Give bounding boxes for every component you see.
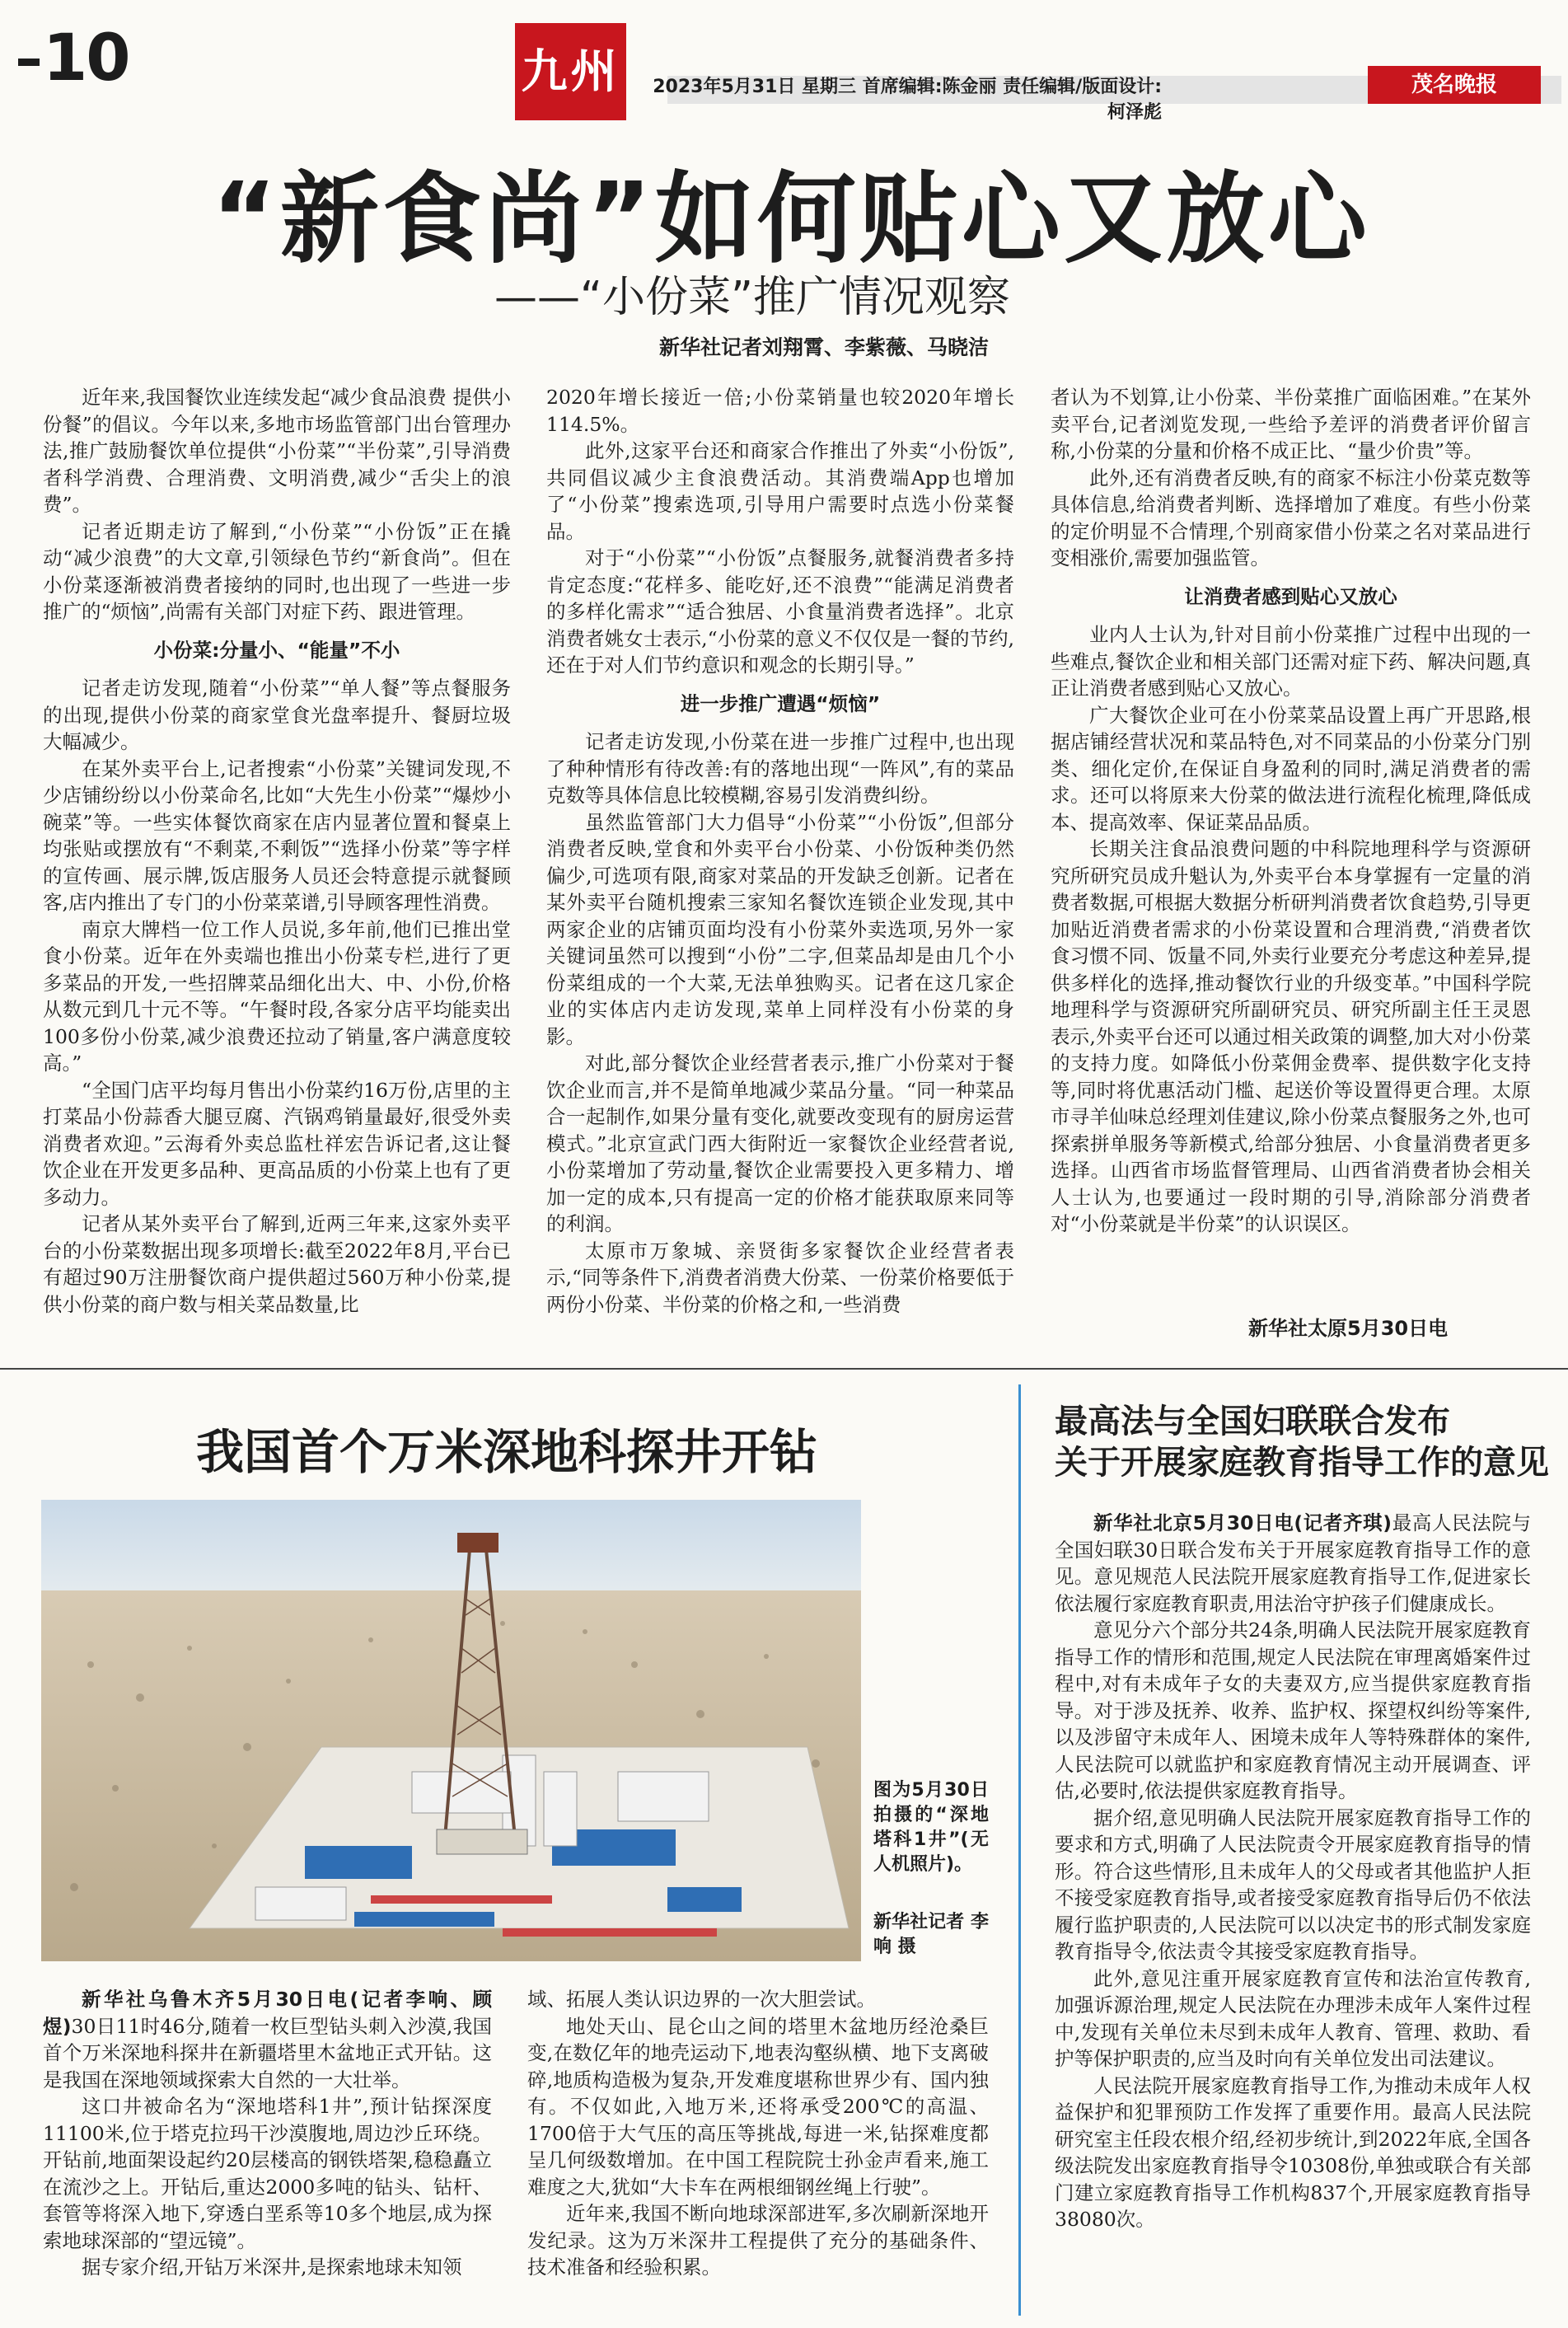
paragraph: 广大餐饮企业可在小份菜菜品设置上再广开思路,根据店铺经营状况和菜品特色,对不同菜品的小份菜分门别类、细化定价,在保证自身盈利的同时,满足消费者的需求。还可以将原来大份菜的做法进行流程化梳理,降低成本、提高效率、保证菜品品质。 (1051, 703, 1531, 834)
drill-column-2 (527, 1986, 989, 2281)
paragraph (1055, 1510, 1531, 1617)
paragraph: 据介绍,意见明确人民法院开展家庭教育指导工作的要求和方式,明确了人民法院责令开展家庭教育指导的情形。符合这些情形,且未成年人的父母或者其他监护人拒不接受家庭教育指导,或者接受家庭教育指导后仍不依法履行监护职责的,人民法院可以以决定书的形式制发家庭教育指导令,依法责令其接受家庭教育指导。 (1055, 1806, 1531, 1963)
lead-dateline: 新华社乌鲁木齐5月30日电(记者李响、顾煜) (43, 1988, 492, 2038)
paragraph: 2020年增长接近一倍;小份菜销量也较2020年增长114.5%。 (546, 386, 1014, 436)
paragraph: 此外,还有消费者反映,有的商家不标注小份菜克数等具体信息,给消费者判断、选择增加了难度。有些小份菜的定价明显不合情理,个别商家借小份菜之名对菜品进行变相涨价,需要加强监管。 (1051, 466, 1531, 569)
law-headline-line-2: 关于开展家庭教育指导工作的意见 (1055, 1444, 1549, 1482)
page-number: 10 (18, 21, 129, 96)
drill-headline: 我国首个万米深地科探井开钻 (195, 1424, 817, 1480)
issue-info: 2023年5月31日 星期三 首席编辑:陈金丽 责任编辑/版面设计:柯泽彪 (653, 77, 1162, 123)
paragraph: 地处天山、昆仑山之间的塔里木盆地历经沧桑巨变,在数亿年的地壳运动下,地表沟壑纵横、地下支离破碎,地质构造极为复杂,开发难度堪称世界少有、国内独有。不仅如此,入地万米,还将承受200℃的高温、1700倍于大气压的高压等挑战,每进一米,钻探难度都呈几何级数增加。在中国工程院院士孙金声看来,施工难度之大,犹如“大卡车在两根细钢丝绳上行驶”。 (527, 2014, 989, 2199)
photo-credit: 新华社记者 李响 摄 (873, 1912, 989, 1957)
paragraph: 虽然监管部门大力倡导“小份菜”“小份饭”,但部分消费者反映,堂食和外卖平台小份菜、小份饭种类仍然偏少,可选项有限,商家对菜品的开发缺乏创新。记者在某外卖平台随机搜索三家知名餐饮连锁企业发现,其中两家企业的店铺页面均没有小份菜外卖选项,另外一家关键词虽然可以搜到“小份”二字,但菜品却是由几个小份菜组成的一个大菜,无法单独购买。记者在这几家企业的实体店内走访发现,菜单上同样没有小份菜的身影。 (546, 810, 1014, 1048)
main-headline: “新食尚”如何贴心又放心 (212, 162, 1370, 277)
paragraph: 在某外卖平台上,记者搜索“小份菜”关键词发现,不少店铺纷纷以小份菜命名,比如“大先生小份菜”“爆炒小碗菜”等。一些实体餐饮商家在店内显著位置和餐桌上均张贴或摆放有“不剩菜,不剩饭”“选择小份菜”等字样的宣传画、展示牌,饭店服务人员还会特意提示就餐顾客,店内推出了专门的小份菜菜谱,引导顾客理性消费。 (43, 756, 511, 914)
paragraph: 记者从某外卖平台了解到,近两三年来,这家外卖平台的小份菜数据出现多项增长:截至2022年8月,平台已有超过90万注册餐饮商户提供超过560万种小份菜,提供小份菜的商户数与相关菜品数量,比 (43, 1212, 511, 1316)
paragraph: 者认为不划算,让小份菜、半份菜推广面临困难。”在某外卖平台,记者浏览发现,一些给予差评的消费者评价留言称,小份菜的分量和价格不成正比、“量少价贵”等。 (1051, 386, 1531, 462)
paragraph: 业内人士认为,针对目前小份菜推广过程中出现的一些难点,餐饮企业和相关部门还需对症下药、解决问题,真正让消费者感到贴心又放心。 (1051, 623, 1531, 700)
byline: 新华社记者刘翔霄、李紫薇、马晓洁 (658, 335, 989, 359)
paragraph: 记者走访发现,小份菜在进一步推广过程中,也出现了种种情形有待改善:有的落地出现“一阵风”,有的菜品克数等具体信息比较模糊,容易引发消费纠纷。 (546, 730, 1014, 807)
article-column-2 (546, 384, 1014, 1318)
paragraph: 对此,部分餐饮企业经营者表示,推广小份菜对于餐饮企业而言,并不是简单地减少菜品分量。“同一种菜品合一起制作,如果分量有变化,就要改变现有的厨房运营模式。”北京宣武门西大街附近一家餐饮企业经营者说,小份菜增加了劳动量,餐饮企业需要投入更多精力、增加一定的成本,只有提高一定的价格才能获取原来同等的利润。 (546, 1052, 1014, 1235)
drill-column-1 (43, 1986, 492, 2281)
photo-caption: 图为5月30日拍摄的“深地塔科1井”(无人机照片)。 (873, 1780, 989, 1875)
paragraph: 太原市万象城、亲贤街多家餐饮企业经营者表示,“同等条件下,消费者消费大份菜、一份菜价格要低于两份小份菜、半份菜的价格之和,一些消费 (546, 1239, 1015, 1316)
section-logo: 九州 (515, 23, 626, 120)
paragraph: 近年来,我国餐饮业连续发起“减少食品浪费 提供小份餐”的倡议。今年以来,多地市场监管部门出台管理办法,推广鼓励餐饮单位提供“小份菜”“半份菜”,引导消费者科学消费、合理消费、文明消费,减少“舌尖上的浪费”。 (43, 386, 511, 516)
subheadline: ——“小份菜”推广情况观察 (494, 273, 1010, 322)
article-column-3 (1051, 384, 1531, 1238)
paragraph-text: 最高人民法院与全国妇联30日联合发布关于开展家庭教育指导工作的意见。意见规范人民法院开展家庭教育指导工作,促进家长依法履行家庭教育职责,用法治守护孩子们健康成长。 (1055, 1511, 1532, 1615)
paragraph: 记者走访发现,随着“小份菜”“单人餐”等点餐服务的出现,提供小份菜的商家堂食光盘率提升、餐厨垃圾大幅减少。 (43, 677, 511, 753)
section-heading: 进一步推广遭遇“烦恼” (680, 691, 881, 715)
paragraph: 长期关注食品浪费问题的中科院地理科学与资源研究所研究员成升魁认为,外卖平台本身掌握有一定量的消费者数据,可根据大数据分析研判消费者饮食趋势,引导更加贴近消费者需求的小份菜设置和合理消费,“消费者饮食习惯不同、饭量不同,外卖行业要充分考虑这种差异,提供多样化的选择,推动餐饮行业的升级变革。”中国科学院地理科学与资源研究所副研究员、研究所副主任王灵恩表示,外卖平台还可以通过相关政策的调整,加大对小份菜的支持力度。如降低小份菜佣金费率、提供数字化支持等,同时将优惠活动门槛、起送价等设置得更合理。太原市寻羊仙味总经理刘佳建议,除小份菜点餐服务之外,也可探索拼单服务等新模式,给部分独居、小食量消费者更多选择。山西省市场监督管理局、山西省消费者协会相关人士认为,也要通过一段时期的引导,消除部分消费者对“小份菜就是半份菜”的认识误区。 (1051, 837, 1531, 1235)
paragraph: 此外,意见注重开展家庭教育宣传和法治宣传教育,加强诉源治理,规定人民法院在办理涉未成年人案件过程中,发现有关单位未尽到未成年人教育、管理、救助、看护等保护职责的,应当及时向有关单位发出司法建议。 (1055, 1966, 1531, 2070)
law-column (1055, 1510, 1531, 2233)
section-heading: 让消费者感到贴心又放心 (1184, 584, 1397, 608)
dateline: 新华社太原5月30日电 (1248, 1317, 1449, 1340)
paragraph: 人民法院开展家庭教育指导工作,为推动未成年人权益保护和犯罪预防工作发挥了重要作用。最高人民法院研究室主任段农根介绍,经初步统计,到2022年底,全国各级法院发出家庭教育指导令10308份,单独或联合有关部门建立家庭教育指导工作机构837个,开展家庭教育指导38080次。 (1055, 2073, 1531, 2231)
column-divider (1018, 1384, 1021, 2316)
paragraph-text: 30日11时46分,随着一枚巨型钻头刺入沙漠,我国首个万米深地科探井在新疆塔里木盆地正式开钻。这是我国在深地领域探索大自然的一大壮举。 (43, 2014, 492, 2091)
section-heading: 小份菜:分量小、“能量”不小 (153, 638, 400, 662)
paragraph: 近年来,我国不断向地球深部进军,多次刷新深地开发纪录。这为万米深井工程提供了充分的基础条件、技术准备和经验积累。 (527, 2202, 989, 2279)
law-headline-line-1: 最高法与全国妇联联合发布 (1055, 1403, 1450, 1440)
drilling-rig-photo (41, 1500, 861, 1961)
paragraph: 域、拓展人类认识边界的一次大胆尝试。 (527, 1988, 876, 2011)
paragraph: 据专家介绍,开钻万米深井,是探索地球未知领 (82, 2255, 462, 2279)
article-column-1 (43, 384, 511, 1318)
paragraph: 此外,这家平台还和商家合作推出了外卖“小份饭”,共同倡议减少主食浪费活动。其消费端App也增加了“小份菜”搜索选项,引导用户需要时点选小份菜餐品。 (546, 439, 1014, 543)
paragraph (43, 1986, 492, 2093)
section-divider (0, 1368, 1568, 1370)
paragraph: 记者近期走访了解到,“小份菜”“小份饭”正在撬动“减少浪费”的大文章,引领绿色节约“新食尚”。但在小份菜逐渐被消费者接纳的同时,也出现了一些进一步推广的“烦恼”,尚需有关部门对症下药、跟进管理。 (43, 519, 511, 623)
law-headline (1055, 1401, 1549, 1483)
newspaper-logo: 茂名晚报 (1368, 66, 1541, 104)
paragraph: 南京大牌档一位工作人员说,多年前,他们已推出堂食小份菜。近年在外卖端也推出小份菜专栏,进行了更多菜品的开发,一些招牌菜品细化出大、中、小份,价格从数元到几十元不等。“午餐时段,各家分店平均能卖出100多份小份菜,减少浪费还拉动了销量,客户满意度较高。” (43, 917, 511, 1075)
paragraph: 这口井被命名为“深地塔科1井”,预计钻探深度11100米,位于塔克拉玛干沙漠腹地,周边沙丘环绕。开钻前,地面架设起约20层楼高的钢铁塔架,稳稳矗立在流沙之上。开钻后,重达2000多吨的钻头、钻杆、套管等将深入地下,穿透白垩系等10多个地层,成为探索地球深部的“望远镜”。 (43, 2095, 492, 2252)
lead-dateline: 新华社北京5月30日电(记者齐琪) (1093, 1511, 1392, 1534)
paragraph: 对于“小份菜”“小份饭”点餐服务,就餐消费者多持肯定态度:“花样多、能吃好,还不浪费”“能满足消费者的多样化需求”“适合独居、小食量消费者选择”。北京消费者姚女士表示,“小份菜的意义不仅仅是一餐的节约,还在于对人们节约意识和观念的长期引导。” (546, 546, 1014, 677)
paragraph: 意见分六个部分共24条,明确人民法院开展家庭教育指导工作的情形和范围,规定人民法院在审理离婚案件过程中,对有未成年子女的夫妻双方,应当提供家庭教育指导。对于涉及抚养、收养、监护权、探望权纠纷等案件,以及涉留守未成年人、困境未成年人等特殊群体的案件,人民法院可以就监护和家庭教育情况主动开展调查、评估,必要时,依法提供家庭教育指导。 (1055, 1618, 1531, 1802)
paragraph: “全国门店平均每月售出小份菜约16万份,店里的主打菜品小份蒜香大腿豆腐、汽锅鸡销量最好,很受外卖消费者欢迎。”云海肴外卖总监杜祥宏告诉记者,这让餐饮企业在开发更多品种、更高品质的小份菜上也有了更多动力。 (43, 1078, 511, 1209)
